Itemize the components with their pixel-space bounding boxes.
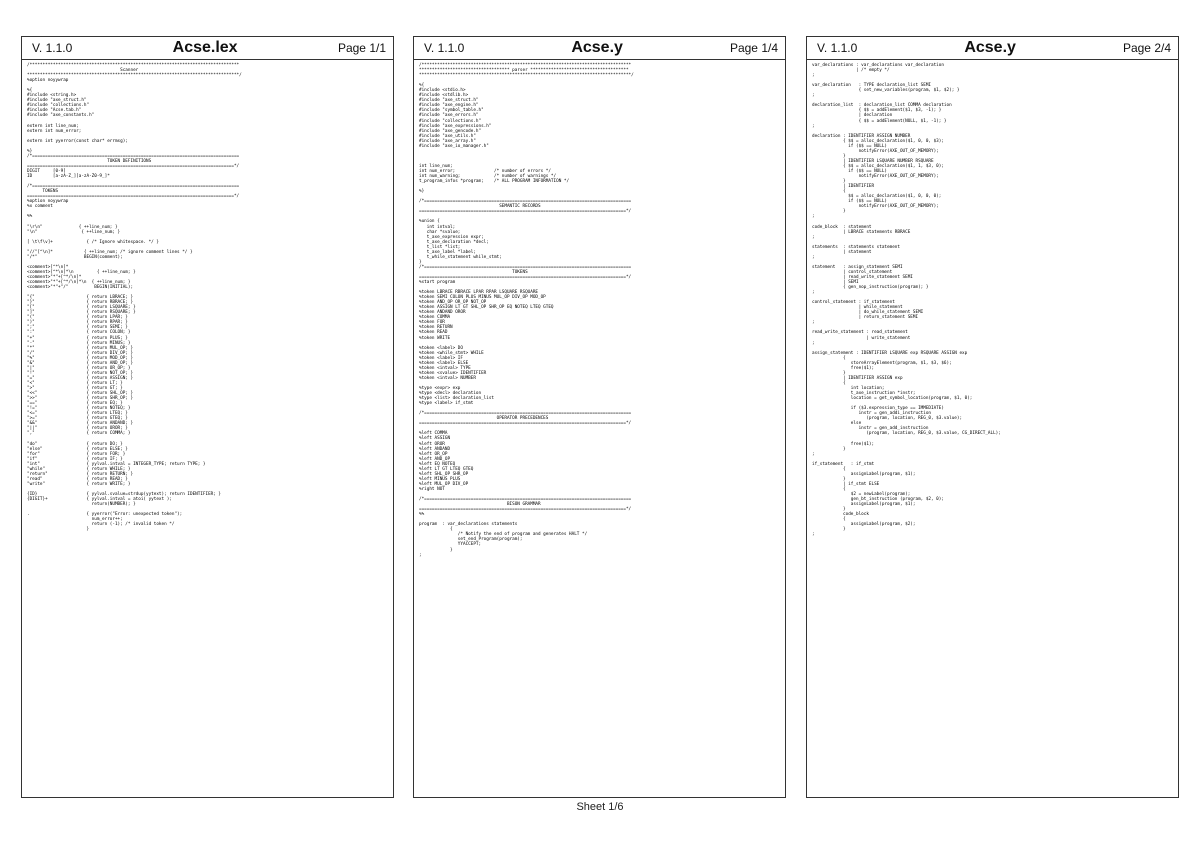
listing-page-3 — [806, 36, 1179, 798]
page-number: Page 1/4 — [729, 41, 778, 55]
file-name: Acse.y — [571, 39, 623, 56]
file-name: Acse.y — [964, 39, 1016, 56]
page-number: Page 2/4 — [1122, 41, 1171, 55]
sheet-label: Sheet 1/6 — [576, 801, 624, 813]
code-listing: /********************************************************************************* *********************************** parser ************************************** **********************************************************************************/ %{ #include <stdio.h> #include <stdlib.h> #include "axe_struct.h" #include "axe_engine.h" #include "symbol_table.h" #include "axe_errors.h" #include "collections.h" #include "axe_expressions.h" #include "axe_gencode.h" #include "axe_utils.h" #include "axe_array.h" #include "axe_io_manager.h" int line_num; int num_error; /* number of errors */ int num_warning; /* number of warnings */ t_program_infos *program; /* ALL PROGRAM INFORMATION */ %} /*================================================================================ SEMANTIC RECORDS ================================================================================*/ %union { int intval; char *svalue; t_axe_expression expr; t_axe_declaration *decl; t_list *list; t_axe_label *label; t_while_statement while_stmt; } /*================================================================================ TOKENS ================================================================================*/ %start program %token LBRACE RBRACE LPAR RPAR LSQUARE RSQUARE %token SEMI COLON PLUS MINUS MUL_OP DIV_OP MOD_OP %token AND_OP OR_OP NOT_OP %token ASSIGN LT GT SHL_OP SHR_OP EQ NOTEQ LTEQ GTEQ %token ANDAND OROR %token COMMA %token FOR %token RETURN %token READ %token WRITE %token <label> DO %token <while_stmt> WHILE %token <label> IF %token <label> ELSE %token <intval> TYPE %token <svalue> IDENTIFIER %token <intval> NUMBER %type <expr> exp %type <decl> declaration %type <list> declaration_list %type <label> if_stmt /*================================================================================ OPERATOR PRECEDENCES ================================================================================*/ %left COMMA %left ASSIGN %left OROR %left ANDAND %left OR_OP %left AND_OP %left EQ NOTEQ %left LT GT LTEQ GTEQ %left SHL_OP SHR_OP %left MINUS PLUS %left MUL_OP DIV_OP %right NOT /*================================================================================ BISON GRAMMAR ================================================================================*/ %% program : var_declarations statements { /* Notify the end of program and generates HALT */ set_end_Program(program); YYACCEPT; } ; — [419, 63, 634, 558]
code-listing: var_declarations : var_declarations var_declaration | /* empty */ ; var_declaration : TYPE declaration_list SEMI { set_new_variables(program, $1, $2); } ; declaration_list : declaration_list COMMA declaration { $$ = addElement($1, $3, -1); } | declaration { $$ = addElement(NULL, $1, -1); } ; declaration : IDENTIFIER ASSIGN NUMBER { $$ = alloc_declaration($1, 0, 0, $3); if ($$ == NULL) notifyError(AXE_OUT_OF_MEMORY); } | IDENTIFIER LSQUARE NUMBER RSQUARE { $$ = alloc_declaration($1, 1, $3, 0); if ($$ == NULL) notifyError(AXE_OUT_OF_MEMORY); } | IDENTIFIER { $$ = alloc_declaration($1, 0, 0, 0); if ($$ == NULL) notifyError(AXE_OUT_OF_MEMORY); } ; code_block : statement | LBRACE statements RBRACE ; statements : statements statement | statement ; statement : assign_statement SEMI | control_statement | read_write_statement SEMI | SEMI { gen_nop_instruction(program); } ; control_statement : if_statement | while_statement | do_while_statement SEMI | return_statement SEMI ; read_write_statement : read_statement | write_statement ; assign_statement : IDENTIFIER LSQUARE exp RSQUARE ASSIGN exp { storeArrayElement(program, $1, $3, $6); free($1); } | IDENTIFIER ASSIGN exp { int location; t_axe_instruction *instr; location = get_symbol_location(program, $1, 0); if ($3.expression_type == IMMEDIATE) instr = gen_addi_instruction (program, location, REG_0, $3.value); else instr = gen_add_instruction (program, location, REG_0, $3.value, CG_DIRECT_ALL); free($1); } ; if_statement : if_stmt { assignLabel(program, $1); } | if_stmt ELSE { $2 = newLabel(program); gen_bt_instruction (program, $2, 0); assignLabel(program, $1); } code_block { assignLabel(program, $2); } ; — [812, 63, 1001, 538]
listing-page-2 — [413, 36, 786, 798]
page-header — [414, 37, 785, 60]
listing-page-1 — [21, 36, 394, 798]
code-listing: /********************************************************************************* Scanner **********************************************************************************/ %option noyywrap %{ #include <string.h> #include "axe_struct.h" #include "collections.h" #include "Acse.tab.h" #include "axe_constants.h" extern int line_num; extern int num_error; extern int yyerror(const char* errmsg); %} /*================================================================================ TOKEN DEFINITIONS ================================================================================*/ DIGIT [0-9] ID [a-zA-Z_][a-zA-Z0-9_]* /*================================================================================ TOKENS ================================================================================*/ %option noyywrap %x comment %% "\r\n" { ++line_num; } "\n" { ++line_num; } [ \t\f\v]+ { /* Ignore whitespace. */ } "//"[^\n]* { ++line_num; /* ignore comment lines */ } "/*" BEGIN(comment); <comment>[^*\n]* <comment>[^*\n]*\n { ++line_num; } <comment>"*"+[^*/\n]* <comment>"*"+[^*/\n]*\n { ++line_num; } <comment>"*"+"/" BEGIN(INITIAL); "{" { return LBRACE; } "}" { return RBRACE; } "[" { return LSQUARE; } "]" { return RSQUARE; } "(" { return LPAR; } ")" { return RPAR; } ";" { return SEMI; } ":" { return COLON; } "+" { return PLUS; } "-" { return MINUS; } "*" { return MUL_OP; } "/" { return DIV_OP; } "%" { return MOD_OP; } "&" { return AND_OP; } "|" { return OR_OP; } "!" { return NOT_OP; } "=" { return ASSIGN; } "<" { return LT; } ">" { return GT; } "<<" { return SHL_OP; } ">>" { return SHR_OP; } "==" { return EQ; } "!=" { return NOTEQ; } "<=" { return LTEQ; } ">=" { return GTEQ; } "&&" { return ANDAND; } "||" { return OROR; } "," { return COMMA; } "do" { return DO; } "else" { return ELSE; } "for" { return FOR; } "if" { return IF; } "int" { yylval.intval = INTEGER_TYPE; return TYPE; } "while" { return WHILE; } "return" { return RETURN; } "read" { return READ; } "write" { return WRITE; } {ID} { yylval.svalue=strdup(yytext); return IDENTIFIER; } {DIGIT}+ { yylval.intval = atoi( yytext ); return(NUMBER); } . { yyerror("Error: unexpected token"); num_error++; return (-1); /* invalid token */ } — [27, 63, 242, 533]
page-number: Page 1/1 — [337, 41, 386, 55]
version-label: V. 1.1.0 — [424, 41, 465, 55]
page-header — [22, 37, 393, 60]
version-label: V. 1.1.0 — [817, 41, 858, 55]
page-header — [807, 37, 1178, 60]
file-name: Acse.lex — [172, 39, 238, 56]
version-label: V. 1.1.0 — [32, 41, 73, 55]
